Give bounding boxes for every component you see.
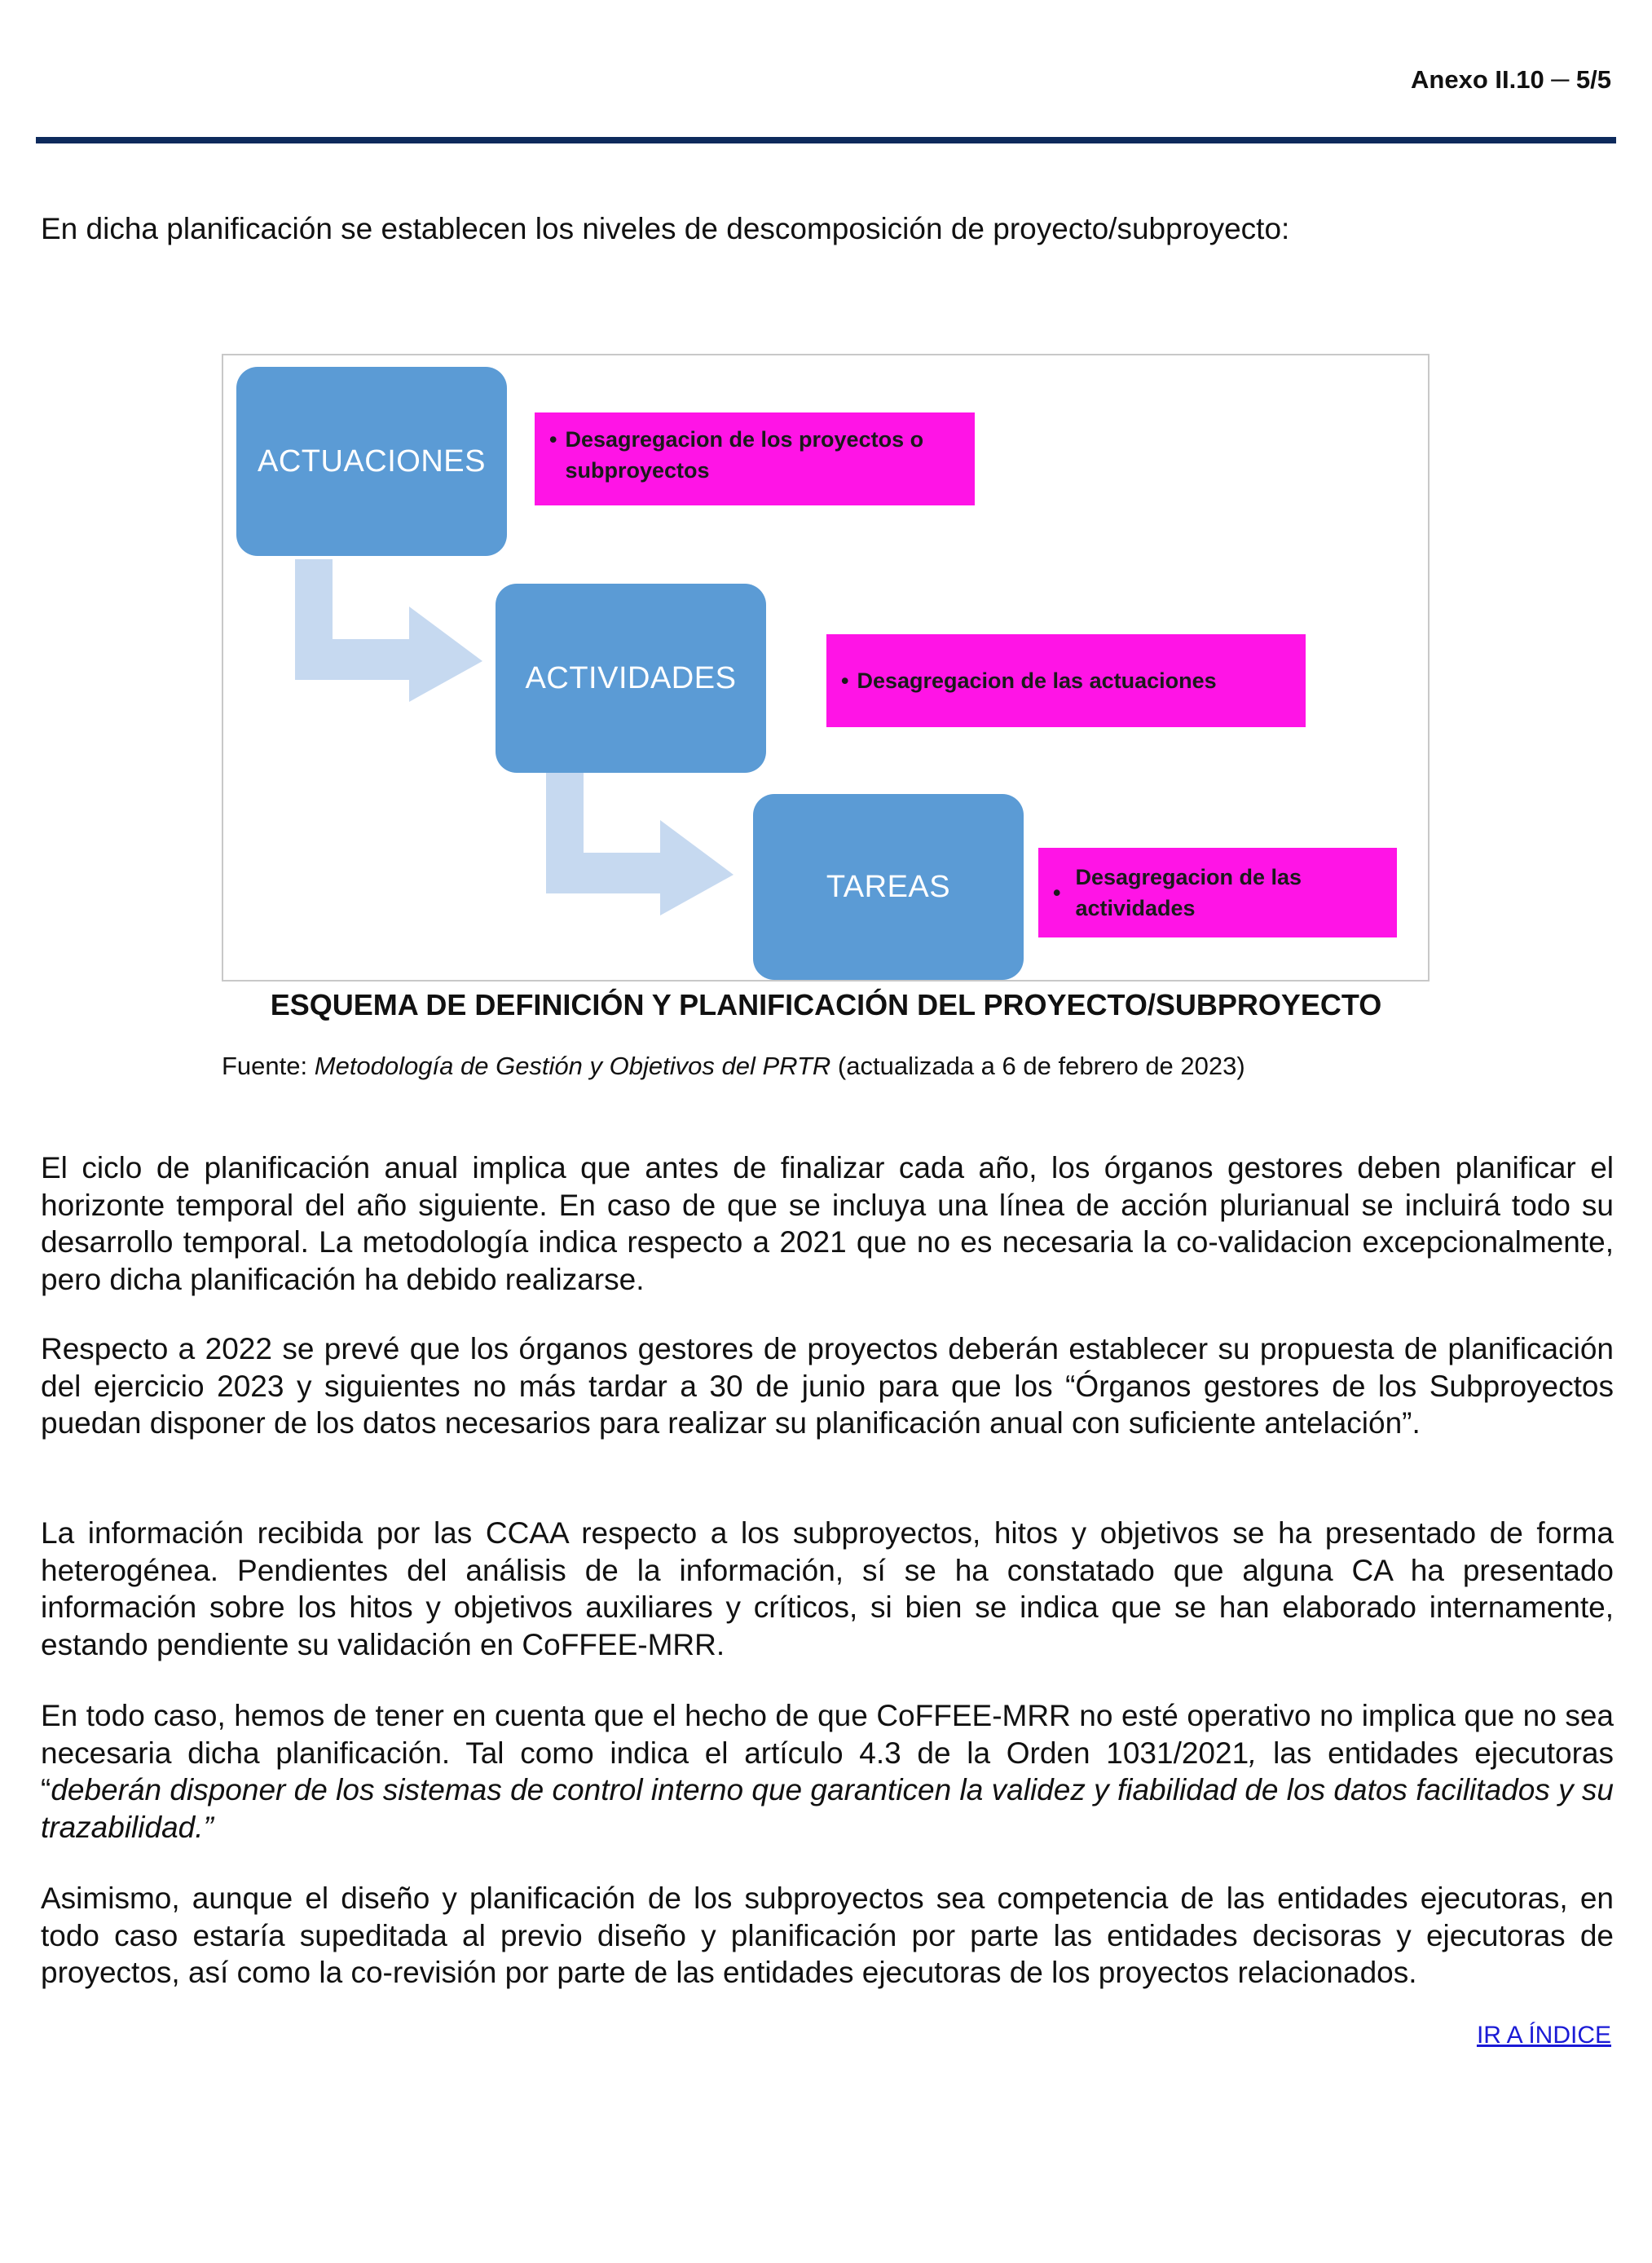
stage-note-tareas bbox=[1038, 848, 1397, 937]
intro-text: En dicha planificación se establecen los niveles de descomposición de proyecto/subproyecto: bbox=[41, 212, 1290, 245]
arrow-icon bbox=[546, 773, 733, 915]
note-text: Desagregacion de los proyectos o subproyectos bbox=[565, 427, 924, 483]
source-title: Metodología de Gestión y Objetivos del PRTR bbox=[314, 1052, 831, 1080]
index-link[interactable]: IR A ÍNDICE bbox=[1476, 2022, 1611, 2049]
page-header-label: Anexo II.10 ─ 5/5 bbox=[1411, 65, 1611, 94]
bullet-icon: • bbox=[841, 668, 849, 693]
planning-diagram bbox=[222, 354, 1430, 982]
figure-caption-source bbox=[222, 1052, 1245, 1081]
paragraph-1: El ciclo de planificación anual implica que antes de finalizar cada año, los órganos gestores deben planificar el horizonte temporal del año siguiente. En caso de que se incluya una línea de acción plurianual se incluirá todo su desarrollo temporal. La metodología indica respecto a 2021 que no es necesaria la co-validacion excepcionalmente, pero dicha planificación ha debido realizarse. bbox=[41, 1151, 1614, 1296]
figure-caption-title: ESQUEMA DE DEFINICIÓN Y PLANIFICACIÓN DEL PROYECTO/SUBPROYECTO bbox=[270, 988, 1382, 1021]
paragraph-5: Asimismo, aunque el diseño y planificación de los subproyectos sea competencia de las entidades ejecutoras, en todo caso estaría supeditada al previo diseño y planificación por parte las entidades decisoras y ejecutoras de proyectos, así como la co-revisión por parte de las entidades ejecutoras de los proyectos relacionados. bbox=[41, 1881, 1614, 1989]
paragraph-4-start: En todo caso, hemos de tener en cuenta que el hecho de que CoFFEE-MRR no esté operativo no implica que no sea necesaria dicha planificación. Tal como indica el artículo 4.3 de la Orden 1031/2021 bbox=[41, 1699, 1614, 1770]
source-prefix: Fuente: bbox=[222, 1052, 315, 1080]
stage-box-actividades: ACTIVIDADES bbox=[496, 584, 766, 773]
paragraph-4-comma: , bbox=[1249, 1736, 1258, 1770]
arrow-icon bbox=[295, 559, 482, 702]
stage-box-actuaciones: ACTUACIONES bbox=[236, 367, 507, 556]
note-text: Desagregacion de las actuaciones bbox=[857, 668, 1217, 693]
paragraph-4 bbox=[41, 1697, 1614, 1846]
paragraph-3: La información recibida por las CCAA respecto a los subproyectos, hitos y objetivos se ha presentado de forma heterogénea. Pendientes del análisis de la información, sí se ha constatado que alguna CA ha presentado información sobre los hitos y objetivos auxiliares y críticos, si bien se indica que se han elaborado internamente, estando pendiente su validación en CoFFEE-MRR. bbox=[41, 1516, 1614, 1661]
note-text: Desagregacion de las actividades bbox=[1075, 865, 1302, 920]
header-divider bbox=[36, 137, 1616, 143]
stage-box-tareas: TAREAS bbox=[753, 794, 1024, 980]
paragraph-4-quote: deberán disponer de los sistemas de control interno que garanticen la validez y fiabilidad de los datos facilitados y su trazabilidad.” bbox=[41, 1773, 1614, 1844]
source-suffix: (actualizada a 6 de febrero de 2023) bbox=[830, 1052, 1245, 1080]
stage-note-actividades bbox=[826, 634, 1306, 727]
bullet-icon: • bbox=[1053, 880, 1061, 905]
bullet-icon: • bbox=[549, 427, 557, 452]
paragraph-2: Respecto a 2022 se prevé que los órganos gestores de proyectos deberán establecer su propuesta de planificación del ejercicio 2023 y siguientes no más tardar a 30 de junio para que los “Órganos gestores de los Subproyectos puedan disponer de los datos necesarios para realizar su planificación anual con suficiente antelación”. bbox=[41, 1332, 1614, 1440]
stage-note-actuaciones bbox=[535, 412, 975, 505]
paragraph-4-mid: las entidades ejecutoras “ bbox=[41, 1736, 1614, 1806]
